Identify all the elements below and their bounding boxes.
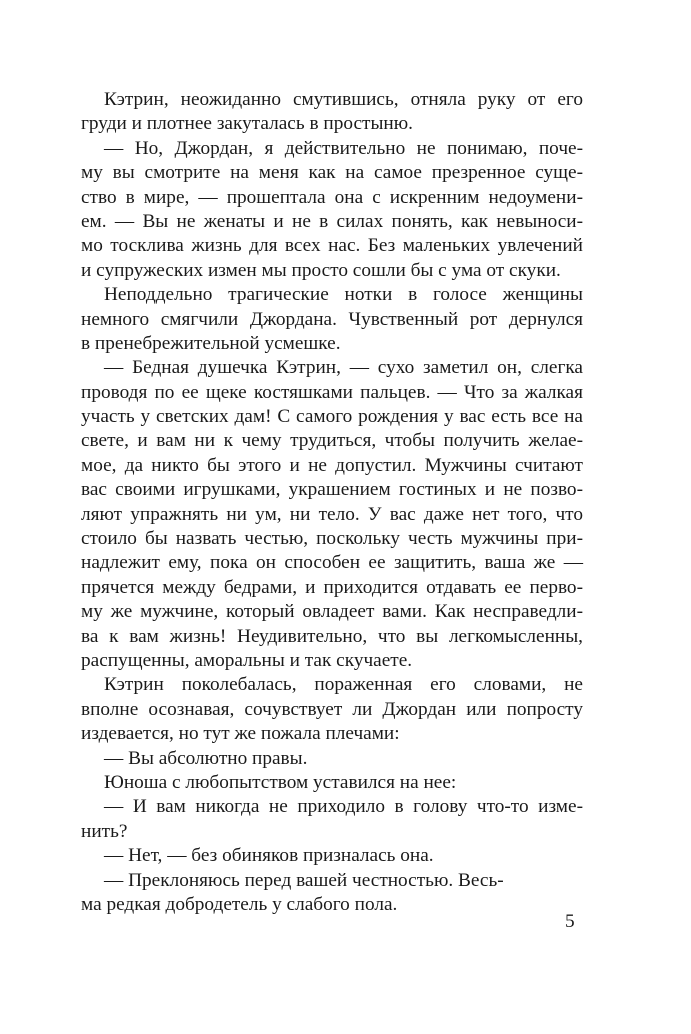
text-line: свете, и вам ни к чему трудиться, чтобы получить желае-	[81, 430, 583, 452]
text-line: мо тосклива жизнь для всех нас. Без маленьких увлечений	[81, 235, 583, 257]
text-line: — Преклоняюсь перед вашей честностью. Весь-	[104, 869, 504, 891]
text-line: надлежит ему, пока он способен ее защитить, ваша же —	[81, 552, 583, 574]
text-line: ем. — Вы не женаты и не в силах понять, как невыноси-	[81, 210, 583, 232]
text-line: му вы смотрите на меня как на самое презренное суще-	[81, 162, 583, 184]
text-line: нить?	[81, 820, 128, 842]
text-line: издевается, но тут же пожала плечами:	[81, 723, 400, 745]
text-line: немного смягчили Джордана. Чувственный рот дернулся	[81, 308, 583, 330]
text-line: ляют упражнять ни ум, ни тело. У вас даже нет того, что	[81, 503, 583, 525]
text-line: вполне осознавая, сочувствует ли Джордан или попросту	[81, 698, 583, 720]
text-line: Юноша с любопытством уставился на нее:	[104, 771, 457, 793]
text-line: груди и плотнее закуталась в простыню.	[81, 113, 413, 135]
text-line: участь у светских дам! С самого рождения у вас есть все на	[81, 406, 583, 428]
text-line: вас своими игрушками, украшением гостиных и не позво-	[81, 479, 583, 501]
text-line: ство в мире, — прошептала она с искренним недоумени-	[81, 186, 583, 208]
text-line: в пренебрежительной усмешке.	[81, 332, 341, 354]
text-line: Кэтрин, неожиданно смутившись, отняла руку от его	[104, 89, 583, 110]
text-line: — Нет, — без обиняков призналась она.	[104, 845, 434, 867]
text-line: — Бедная душечка Кэтрин, — сухо заметил он, слегка	[104, 357, 583, 379]
text-line: Неподдельно трагические нотки в голосе женщины	[104, 284, 583, 306]
page-number: 5	[565, 911, 575, 932]
text-line: — И вам никогда не приходило в голову что-то изме-	[104, 796, 583, 818]
text-line: — Вы абсолютно правы.	[104, 747, 308, 769]
text-line: проводя по ее щеке костяшками пальцев. — Что за жалкая	[81, 381, 583, 403]
text-line: прячется между бедрами, и приходится отдавать ее перво-	[81, 576, 583, 598]
text-line: Кэтрин поколебалась, пораженная его словами, не	[104, 674, 583, 696]
text-line: му же мужчине, который овладеет вами. Как несправедли-	[81, 601, 583, 623]
book-page-text	[81, 88, 583, 917]
text-line: ма редкая добродетель у слабого пола.	[81, 893, 398, 915]
text-line: стоило бы назвать честью, поскольку честь мужчины при-	[81, 528, 583, 550]
text-line: и супружеских измен мы просто сошли бы с ума от скуки.	[81, 259, 561, 281]
text-line: мое, да никто бы этого и не допустил. Мужчины считают	[81, 454, 583, 476]
text-line: ва к вам жизнь! Неудивительно, что вы легкомысленны,	[81, 625, 583, 647]
text-line: распущенны, аморальны и так скучаете.	[81, 649, 413, 671]
text-line: — Но, Джордан, я действительно не понимаю, поче-	[104, 137, 583, 159]
